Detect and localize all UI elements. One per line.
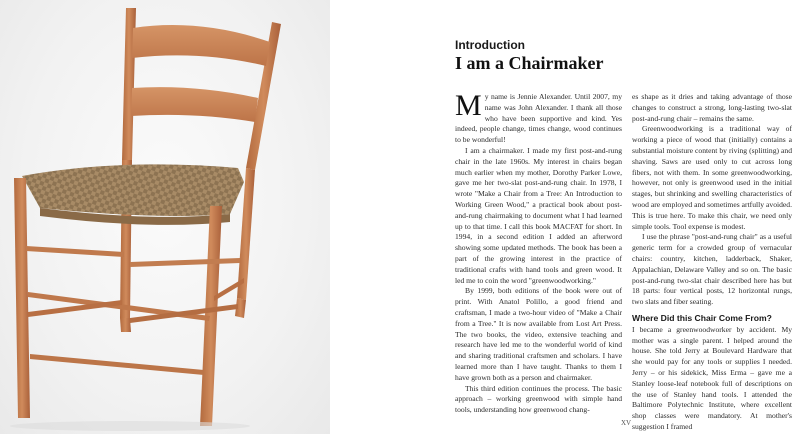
top-slat — [132, 25, 270, 66]
lower-slat — [131, 87, 258, 122]
paragraph: es shape as it dries and taking advantage of those changes to construct a strong, long-lasting two-slat post-and-rung chair – remains the same. — [632, 92, 792, 123]
paragraph: Greenwoodworking is a traditional way of working a piece of wood that (initially) contains a substantial moisture content by riving (splitting) and shaving. Saws are used only to cut across long fibers, not with them. In some greenwoodworking, however, not only is greenwood used in the initial stages, but shrinking and swelling characteristics of wood are employed and sometimes artfully avoided. This is true here. To make this chair, we need only simple tools. Tool expense is modest. — [632, 124, 792, 231]
section-kicker: Introduction — [455, 38, 525, 52]
book-page — [330, 0, 792, 434]
paragraph — [455, 89, 622, 146]
chapter-title: I am a Chairmaker — [455, 53, 604, 73]
paragraph: I am a chairmaker. I made my first post-and-rung chair in the late 1960s. My interest in chairs began much earlier when my mother, Dorothy Parker Lowe, gave me her two-slat post-and-rung chair. In 1978, I wrote "Make a Chair from a Tree: An Introduction to Working Green Wood," a practical book about post-and-rung chairmaking to document what I had learned up to that time. I call this book MACFAT for short. In 1994, in a second edition I added an afterword showing some updated methods. The book has been a part of the growing interest in the practice of traditional crafts with hand tools and green wood. It led me to coin the word "greenwoodworking." — [455, 145, 622, 285]
section-subheading: Where Did this Chair Come From? — [632, 312, 772, 323]
ladderback-chair-illustration — [0, 0, 330, 434]
drop-cap: M — [455, 89, 482, 122]
text-column-left — [455, 89, 622, 416]
paragraph: By 1999, both editions of the book were out of print. With Anatol Polillo, a good friend and craftsman, I made a two-hour video of "Make a Chair from a Tree." It is now available from Lost Art Press. The two books, the video, extensive teaching and research have led me to the wonderful world of kind and sharing traditional craftsmen and scholars. I have learned more than I have taught. Thanks to them I have grown both as a person and chairmaker. — [455, 286, 622, 382]
paragraph: I use the phrase "post-and-rung chair" as a useful generic term for a crowded group of vernacular chairs: country, kitchen, ladderback, Shaker, Appalachian, Delaware Valley and so on. The basic post-and-rung two-slat chair described here has but 18 parts: four vertical posts, 12 horizontal rungs, two slats and fiber seating. — [632, 232, 792, 307]
paragraph: This third edition continues the process. The basic approach – working greenwood with simple hand tools, understanding how greenwood chang- — [455, 383, 622, 415]
chair-photo — [0, 0, 330, 434]
front-left-leg — [14, 178, 30, 418]
paragraph: I became a greenwoodworker by accident. My mother was a single parent. I helped around the house. She told Jerry at Boulevard Hardware that she would pay for any tools or supplies I needed. Jerry – or his sidekick, Miss Erma – gave me a Stanley loose-leaf notebook full of descriptions on the use of Stanley hand tools. I attended the Baltimore Polytechnic Institute, where excellent shop classes were mandatory. At mother's suggestion I framed — [632, 324, 792, 431]
page-number: XV — [621, 419, 632, 427]
text-column-right — [632, 92, 792, 431]
paragraph-text: y name is Jennie Alexander. Until 2007, my name was John Alexander. I thank all those who have been supportive and kind. Yes indeed, people change, times change, wood continues to be wonderful! — [455, 92, 622, 145]
